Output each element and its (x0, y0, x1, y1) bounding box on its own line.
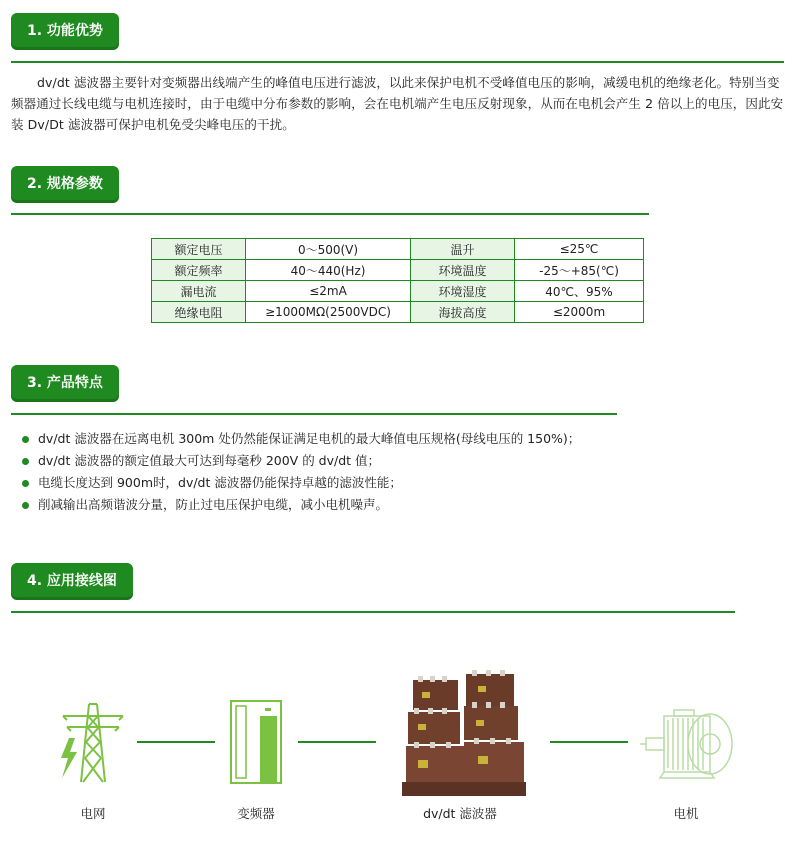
feature-list (22, 428, 580, 516)
feature-text: 削减输出高频谐波分量，防止过电压保护电缆，减小电机噪声。 (38, 497, 389, 512)
spec-table (151, 238, 644, 323)
spec-label: 海拔高度 (411, 302, 515, 323)
table-row (152, 302, 644, 323)
power-tower-icon (53, 700, 133, 786)
spec-value: ≤2mA (246, 281, 411, 302)
spec-label: 额定电压 (152, 239, 246, 260)
list-item (22, 450, 580, 472)
feature-text: dv/dt 滤波器在远离电机 300m 处仍然能保证满足电机的最大峰值电压规格(母线电压的 150%)； (38, 431, 581, 446)
section-rule-1 (11, 61, 784, 63)
spec-label: 环境温度 (411, 260, 515, 281)
intro-paragraph: dv/dt 滤波器主要针对变频器出线端产生的峰值电压进行滤波，以此来保护电机不受峰值电压的影响，减缓电机的绝缘老化。特别当变频器通过长线电缆与电机连接时，由于电缆中分布参数的影响，会在电机端产生电压反射现象，从而在电机会产生 2 倍以上的电压，因此安装 Dv/Dt 滤波器可保护电机免受尖峰电压的干扰。 (11, 75, 784, 132)
section-title-3: 3. 产品特点 (11, 365, 119, 402)
spec-value: -25～+85(℃) (515, 260, 644, 281)
list-item (22, 428, 580, 450)
connector-line (137, 741, 215, 743)
section-title-4: 4. 应用接线图 (11, 563, 133, 600)
label-filter: dv/dt 滤波器 (423, 806, 497, 821)
spec-value: ≥1000MΩ(2500VDC) (246, 302, 411, 323)
spec-value: ≤25℃ (515, 239, 644, 260)
spec-value: 40℃、95% (515, 281, 644, 302)
section-title-2: 2. 规格参数 (11, 166, 119, 203)
spec-value: ≤2000m (515, 302, 644, 323)
spec-label: 温升 (411, 239, 515, 260)
filter-product-image (398, 670, 528, 800)
feature-text: dv/dt 滤波器的额定值最大可达到每毫秒 200V 的 dv/dt 值； (38, 453, 381, 468)
section-rule-3 (11, 413, 617, 415)
spec-label: 漏电流 (152, 281, 246, 302)
table-row (152, 260, 644, 281)
spec-value: 0～500(V) (246, 239, 411, 260)
motor-icon (640, 708, 736, 780)
inverter-cabinet-icon (230, 700, 282, 784)
bullet-icon (22, 436, 29, 443)
spec-value: 40～440(Hz) (246, 260, 411, 281)
list-item (22, 472, 580, 494)
section-title-1: 1. 功能优势 (11, 13, 119, 50)
list-item (22, 494, 580, 516)
label-inverter: 变频器 (237, 806, 275, 821)
table-row (152, 281, 644, 302)
bullet-icon (22, 458, 29, 465)
bullet-icon (22, 502, 29, 509)
feature-text: 电缆长度达到 900m时，dv/dt 滤波器仍能保持卓越的滤波性能； (38, 475, 402, 490)
label-motor: 电机 (673, 806, 699, 821)
bullet-icon (22, 480, 29, 487)
connector-line (298, 741, 376, 743)
spec-label: 绝缘电阻 (152, 302, 246, 323)
spec-label: 环境湿度 (411, 281, 515, 302)
section-rule-4 (11, 611, 735, 613)
label-grid: 电网 (80, 806, 106, 821)
spec-label: 额定频率 (152, 260, 246, 281)
table-row (152, 239, 644, 260)
section-rule-2 (11, 213, 649, 215)
connector-line (550, 741, 628, 743)
